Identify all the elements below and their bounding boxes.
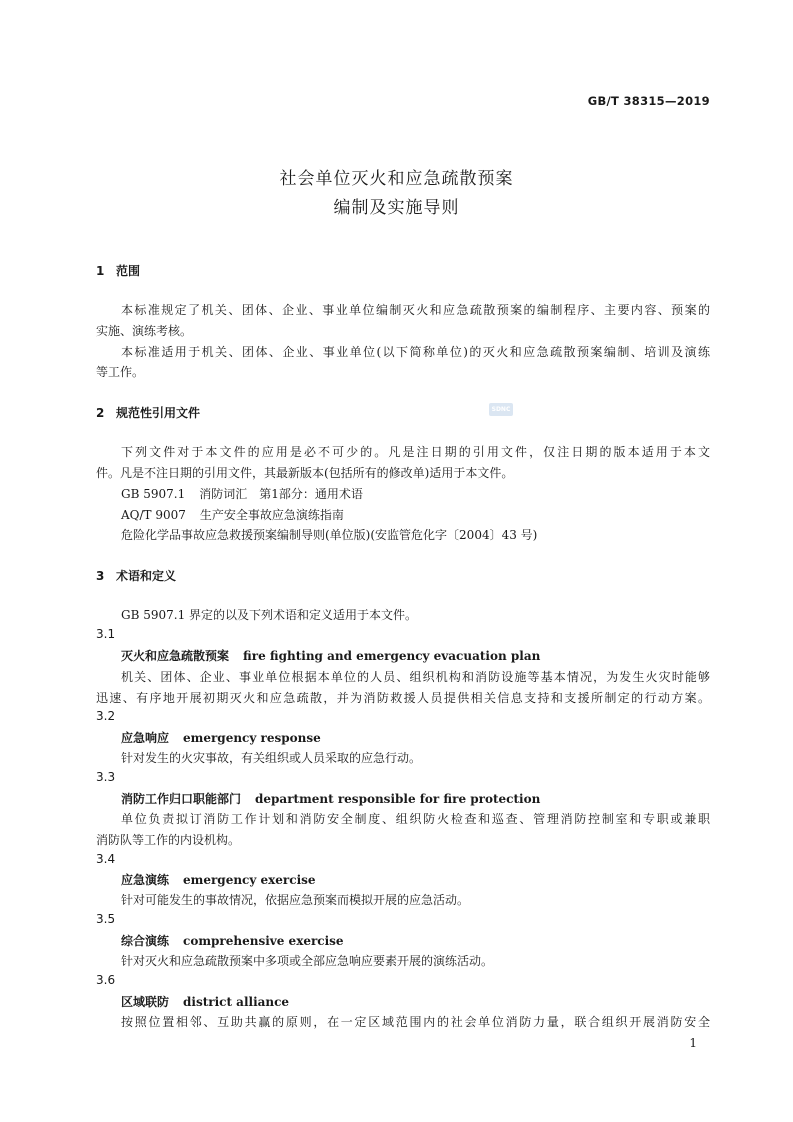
document-title-line1: 社会单位灭火和应急疏散预案 xyxy=(279,169,514,189)
term-heading xyxy=(121,932,344,949)
watermark-logo: SDNC xyxy=(489,403,513,416)
definition-line: 机关、团体、企业、事业单位根据本单位的人员、组织机构和消防设施等基本情况，为发生火灾时能够 xyxy=(121,670,710,684)
term-number: 3.3 xyxy=(96,770,116,784)
definition-line: 针对发生的火灾事故，有关组织或人员采取的应急行动。 xyxy=(121,751,422,765)
term-chinese: 消防工作归口职能部门 xyxy=(121,792,242,806)
reference-item xyxy=(121,506,344,523)
definition-line: 按照位置相邻、互助共赢的原则，在一定区域范围内的社会单位消防力量，联合组织开展消防安全 xyxy=(121,1015,710,1029)
term-number: 3.2 xyxy=(96,709,116,723)
reference-title: 生产安全事故应急演练指南 xyxy=(199,508,344,522)
reference-code: GB 5907.1 xyxy=(121,487,186,501)
definition-line: 针对可能发生的事故情况，依据应急预案而模拟开展的应急活动。 xyxy=(121,893,470,907)
term-heading xyxy=(121,993,289,1010)
standard-code: GB/T 38315—2019 xyxy=(587,94,710,108)
term-heading xyxy=(121,729,321,746)
reference-item xyxy=(121,526,537,543)
term-english: district alliance xyxy=(183,995,290,1009)
section-number: 2 xyxy=(96,406,105,420)
term-chinese: 综合演练 xyxy=(121,934,170,948)
definition-line: 单位负责拟订消防工作计划和消防安全制度、组织防火检查和巡查、管理消防控制室和专职或兼职 xyxy=(121,812,710,826)
section-1-heading xyxy=(96,262,140,279)
term-number: 3.4 xyxy=(96,852,116,866)
term-number: 3.1 xyxy=(96,627,116,641)
term-english: comprehensive exercise xyxy=(183,934,344,948)
term-number: 3.5 xyxy=(96,912,116,926)
term-heading xyxy=(121,790,540,807)
page-number: 1 xyxy=(689,1036,697,1050)
section-2-heading xyxy=(96,404,200,421)
reference-code: AQ/T 9007 xyxy=(121,508,186,522)
term-number: 3.6 xyxy=(96,973,116,987)
section-number: 1 xyxy=(96,264,105,278)
definition-line: 迅速、有序地开展初期灭火和应急疏散，并为消防救援人员提供相关信息支持和支援所制定的行动方案。 xyxy=(96,691,710,705)
reference-item xyxy=(121,485,363,502)
paragraph-line: 本标准规定了机关、团体、企业、事业单位编制灭火和应急疏散预案的编制程序、主要内容、预案的 xyxy=(121,303,710,317)
term-chinese: 区域联防 xyxy=(121,995,170,1009)
term-chinese: 应急演练 xyxy=(121,873,170,887)
section-title: 规范性引用文件 xyxy=(116,406,201,420)
paragraph-line: GB 5907.1 界定的以及下列术语和定义适用于本文件。 xyxy=(121,608,418,622)
paragraph-line: 下列文件对于本文件的应用是必不可少的。凡是注日期的引用文件，仅注日期的版本适用于本文 xyxy=(121,445,710,459)
definition-line: 针对灭火和应急疏散预案中多项或全部应急响应要素开展的演练活动。 xyxy=(121,954,494,968)
term-english: emergency exercise xyxy=(183,873,316,887)
paragraph-line: 等工作。 xyxy=(96,365,145,379)
term-heading xyxy=(121,647,540,664)
term-english: fire fighting and emergency evacuation plan xyxy=(243,649,541,663)
section-number: 3 xyxy=(96,569,105,583)
paragraph-line: 件。凡是不注日期的引用文件，其最新版本(包括所有的修改单)适用于本文件。 xyxy=(96,466,514,480)
section-title: 范围 xyxy=(116,264,141,278)
paragraph-line: 本标准适用于机关、团体、企业、事业单位(以下简称单位)的灭火和应急疏散预案编制、培训及演练 xyxy=(121,345,710,359)
section-title: 术语和定义 xyxy=(116,569,177,583)
reference-title: 消防词汇 第1部分：通用术语 xyxy=(199,487,363,501)
paragraph-line: 实施、演练考核。 xyxy=(96,324,193,338)
term-english: emergency response xyxy=(183,731,321,745)
definition-line: 消防队等工作的内设机构。 xyxy=(96,833,241,847)
reference-title: 危险化学品事故应急救援预案编制导则(单位版)(安监管危化字〔2004〕43 号) xyxy=(121,528,538,542)
term-heading xyxy=(121,871,316,888)
document-title-line2: 编制及实施导则 xyxy=(333,198,460,218)
term-chinese: 灭火和应急疏散预案 xyxy=(121,649,230,663)
term-english: department responsible for fire protection xyxy=(255,792,541,806)
section-3-heading xyxy=(96,567,176,584)
term-chinese: 应急响应 xyxy=(121,731,170,745)
